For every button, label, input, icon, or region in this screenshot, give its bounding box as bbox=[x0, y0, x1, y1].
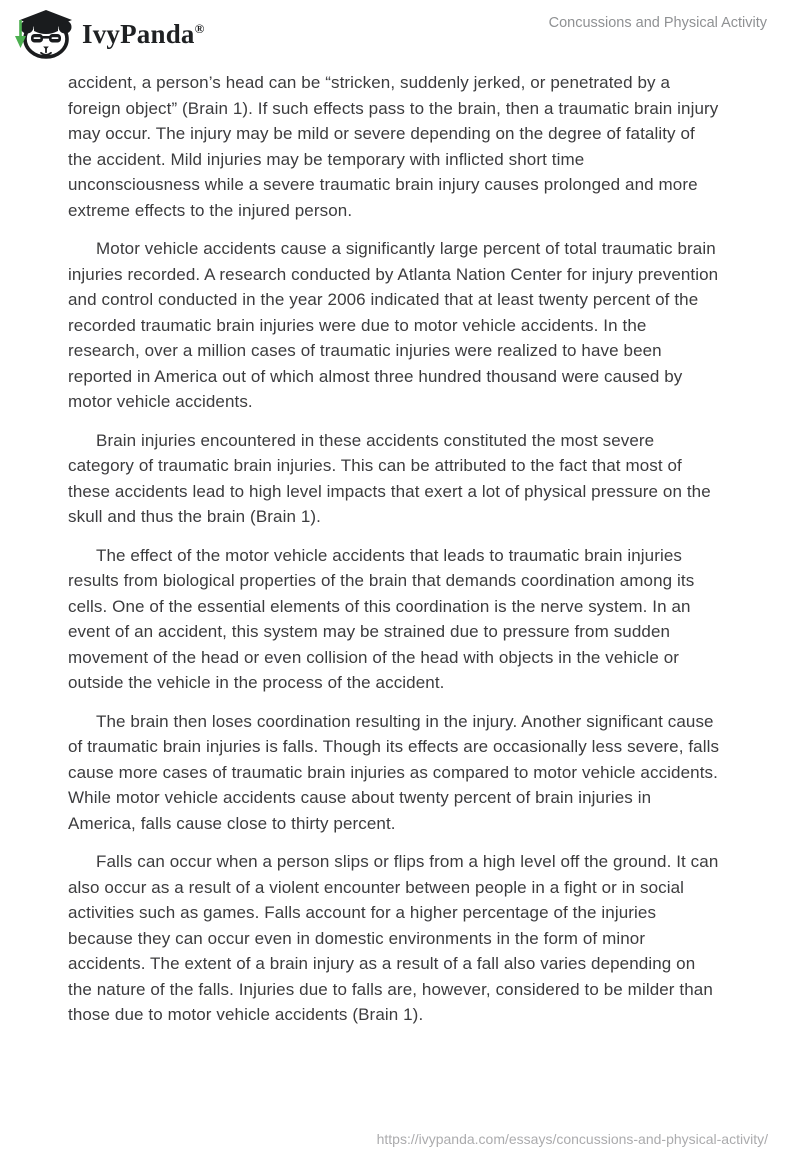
essay-paragraph: Brain injuries encountered in these accidents constituted the most severe category of traumatic brain injuries. This can be attributed to the fact that most of these accidents lead to high level impacts that exert a lot of physical pressure on the skull and thus the brain (Brain 1). bbox=[68, 430, 711, 526]
page-header bbox=[0, 0, 800, 62]
source-url[interactable]: https://ivypanda.com/essays/concussions-and-physical-activity/ bbox=[376, 1131, 768, 1147]
registered-trademark: ® bbox=[194, 21, 205, 36]
document-title: Concussions and Physical Activity bbox=[548, 15, 767, 31]
ivypanda-logo bbox=[12, 8, 205, 60]
brand-name-text: IvyPanda bbox=[82, 19, 195, 49]
essay-paragraph: The effect of the motor vehicle accidents that leads to traumatic brain injuries results from biological properties of the brain that demands coordination among its cells. One of the essential elements of this coordination is the nerve system. In an event of an accident, this system may be strained due to pressure from sudden movement of the head or even collision of the head with objects in the vehicle or outside the vehicle in the process of the accident. bbox=[68, 545, 695, 692]
page-footer bbox=[0, 1131, 768, 1149]
brand-name bbox=[82, 8, 205, 60]
panda-graduate-icon bbox=[12, 8, 74, 60]
essay-paragraph: accident, a person’s head can be “stricken, suddenly jerked, or penetrated by a foreign object” (Brain 1). If such effects pass to the brain, then a traumatic brain injury may occur. The injury may be mild or severe depending on the degree of fatality of the accident. Mild injuries may be temporary with inflicted short time unconsciousness while a severe traumatic brain injury causes prolonged and more extreme effects to the injured person. bbox=[68, 73, 719, 220]
essay-paragraph: Falls can occur when a person slips or flips from a high level off the ground. It can also occur as a result of a violent encounter between people in a fight or in social activities such as games. Falls account for a higher percentage of the injuries because they can occur even in domestic environments in the form of minor accidents. The extent of a brain injury as a result of a fall also varies depending on the nature of the falls. Injuries due to falls are, however, considered to be milder than those due to motor vehicle accidents (Brain 1). bbox=[68, 852, 719, 1024]
essay-paragraph: Motor vehicle accidents cause a significantly large percent of total traumatic brain injuries recorded. A research conducted by Atlanta Nation Center for injury prevention and control conducted in the year 2006 indicated that at least twenty percent of the recorded traumatic brain injuries were due to motor vehicle accidents. In the research, over a million cases of traumatic injuries were realized to have been reported in America out of which almost three hundred thousand were caused by motor vehicle accidents. bbox=[68, 239, 719, 411]
essay-paragraph: The brain then loses coordination resulting in the injury. Another significant cause of traumatic brain injuries is falls. Though its effects are occasionally less severe, falls cause more cases of traumatic brain injuries as compared to motor vehicle accidents. While motor vehicle accidents cause about twenty percent of brain injuries in America, falls cause close to thirty percent. bbox=[68, 711, 720, 833]
essay-content bbox=[68, 70, 720, 1041]
